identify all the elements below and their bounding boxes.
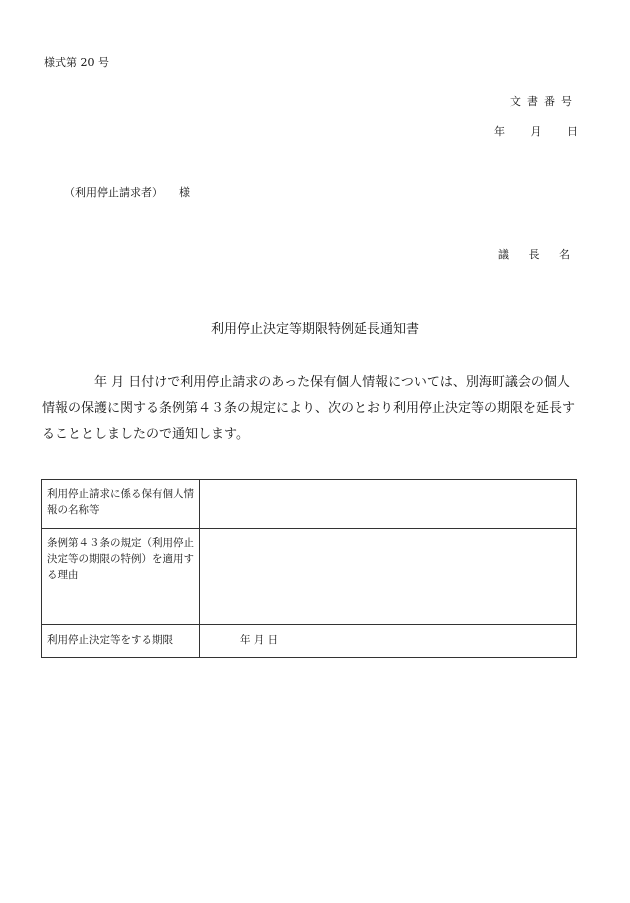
body-text: 年 月 日付けで利用停止請求のあった保有個人情報については、別海町議会の個人情報の保護に関する条例第４３条の規定により、次のとおり利用停止決定等の期限を延長することとしましたので通知します。 [42, 375, 576, 442]
info-table [41, 479, 577, 658]
table-label-deadline: 利用停止決定等をする期限 [42, 625, 200, 658]
addressee-honorific: 様 [179, 186, 190, 199]
form-number: 様式第 20 号 [44, 56, 109, 69]
table-label-info-name: 利用停止請求に係る保有個人情報の名称等 [42, 480, 200, 529]
sender-name: 議 長 名 [498, 248, 570, 261]
document-number: 文書番号 [510, 95, 578, 108]
table-row [42, 480, 577, 529]
table-value-deadline: 年 月 日 [200, 625, 577, 658]
document-title: 利用停止決定等期限特例延長通知書 [210, 322, 419, 337]
addressee-name: （利用停止請求者） [64, 186, 163, 199]
table-row [42, 529, 577, 625]
table-label-reason: 条例第４３条の規定（利用停止決定等の期限の特例）を適用する理由 [42, 529, 200, 625]
table-value-reason [200, 529, 577, 625]
table-value-info-name [200, 480, 577, 529]
document-date: 年 月 日 [494, 125, 578, 138]
table-row [42, 625, 577, 658]
addressee [64, 184, 190, 200]
